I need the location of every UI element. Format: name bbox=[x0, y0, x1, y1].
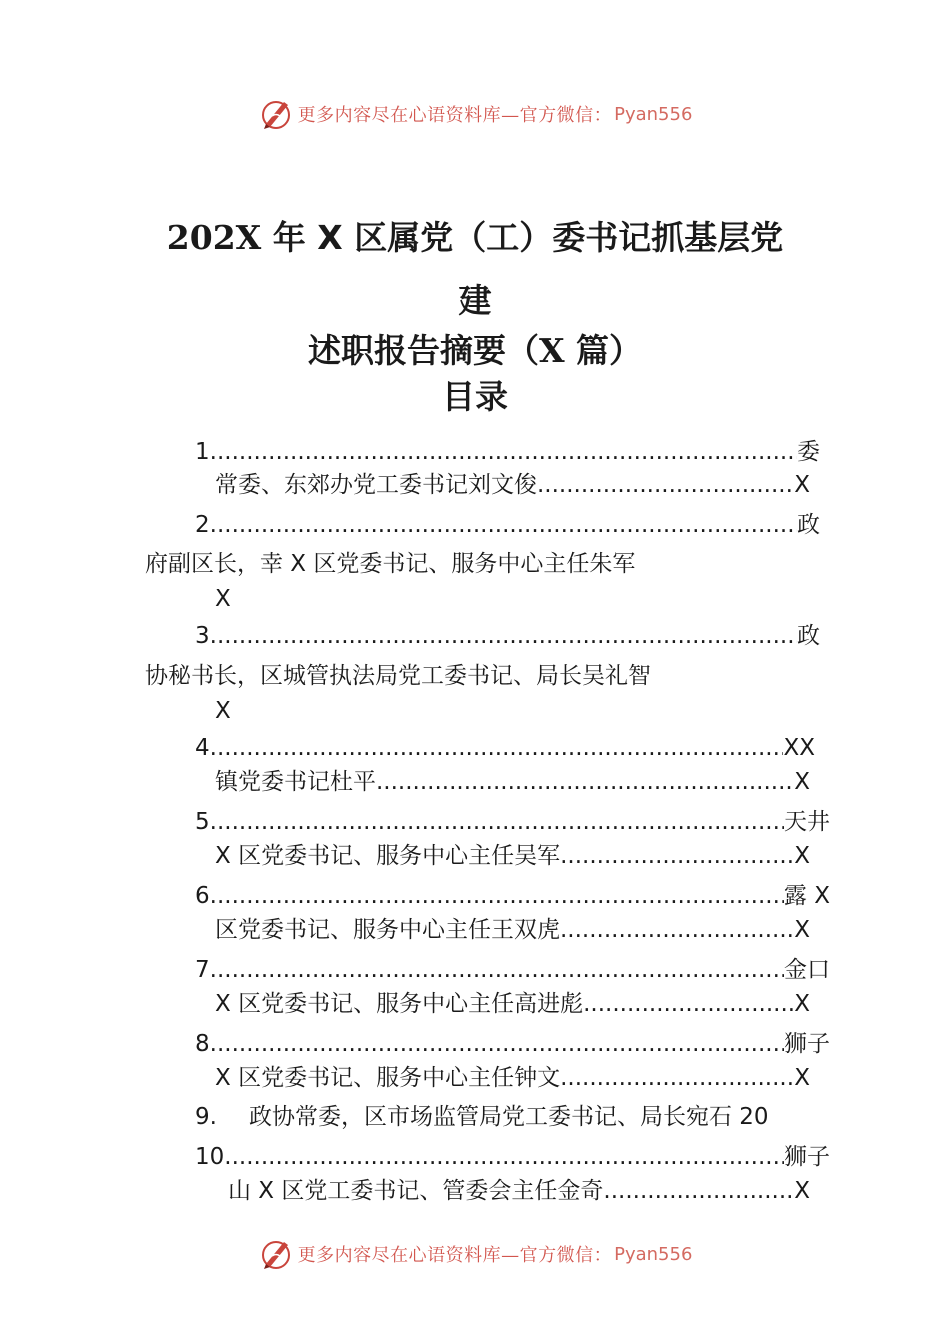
title-line-2: 建 bbox=[458, 281, 492, 320]
toc-entry-7-line2[interactable]: X 区党委书记、服务中心主任高进彪 ..... X bbox=[215, 989, 810, 1019]
pen-logo-icon bbox=[258, 1236, 294, 1272]
watermark-bottom bbox=[0, 1234, 950, 1274]
toc-entry-2[interactable]: 2 ..... 政 bbox=[195, 510, 820, 540]
toc-entry-1[interactable]: 1 ..... 委 bbox=[195, 437, 820, 467]
toc-entry-9[interactable]: 9. 政协常委，区市场监管局党工委书记、局长宛石 20 bbox=[195, 1104, 769, 1130]
toc-entry-4[interactable]: 4 ..... XX bbox=[195, 733, 815, 763]
watermark-id: Pyan556 bbox=[614, 103, 693, 125]
toc-entry-8-line2[interactable]: X 区党委书记、服务中心主任钟文 ..... X bbox=[215, 1063, 810, 1093]
toc-entry-8[interactable]: 8 ..... 狮子 bbox=[195, 1029, 830, 1059]
title-line-3: 述职报告摘要（X 篇） bbox=[307, 331, 643, 370]
toc-entry-10[interactable]: 10 ..... 狮子 bbox=[195, 1142, 830, 1172]
toc-entry-3-body: 协秘书长，区城管执法局党工委书记、局长吴礼智 bbox=[145, 663, 651, 689]
toc-entry-3[interactable]: 3 ..... 政 bbox=[195, 621, 820, 651]
toc-heading: 目录 bbox=[442, 377, 508, 416]
watermark-text: 更多内容尽在心语资料库—官方微信： bbox=[297, 105, 613, 126]
toc-entry-4-line2[interactable]: 镇党委书记杜平 ..... X bbox=[215, 767, 810, 797]
toc-entry-5-line2[interactable]: X 区党委书记、服务中心主任吴军 ..... X bbox=[215, 841, 810, 871]
toc-entry-6[interactable]: 6 ..... 露 X bbox=[195, 881, 830, 911]
watermark-text: 更多内容尽在心语资料库—官方微信： bbox=[297, 1245, 613, 1266]
toc-entry-2-page: X bbox=[215, 586, 231, 612]
watermark-id: Pyan556 bbox=[614, 1243, 693, 1265]
toc-entry-5[interactable]: 5 ..... 天井 bbox=[195, 807, 830, 837]
toc-entry-10-line2[interactable]: 山 X 区党工委书记、管委会主任金奇 ..... X bbox=[228, 1176, 810, 1206]
toc-entry-1-line2[interactable]: 常委、东郊办党工委书记刘文俊 ..... X bbox=[215, 470, 810, 500]
toc-entry-3-page: X bbox=[215, 698, 231, 724]
toc-entry-2-body: 府副区长，幸 X 区党委书记、服务中心主任朱军 bbox=[145, 551, 636, 577]
title-line-1: 202X 年 X 区属党（工）委书记抓基层党 bbox=[166, 218, 784, 257]
watermark-top bbox=[0, 94, 950, 134]
pen-logo-icon bbox=[258, 96, 294, 132]
toc-entry-7[interactable]: 7 ..... 金口 bbox=[195, 955, 830, 985]
toc-entry-6-line2[interactable]: 区党委书记、服务中心主任王双虎 ..... X bbox=[215, 915, 810, 945]
